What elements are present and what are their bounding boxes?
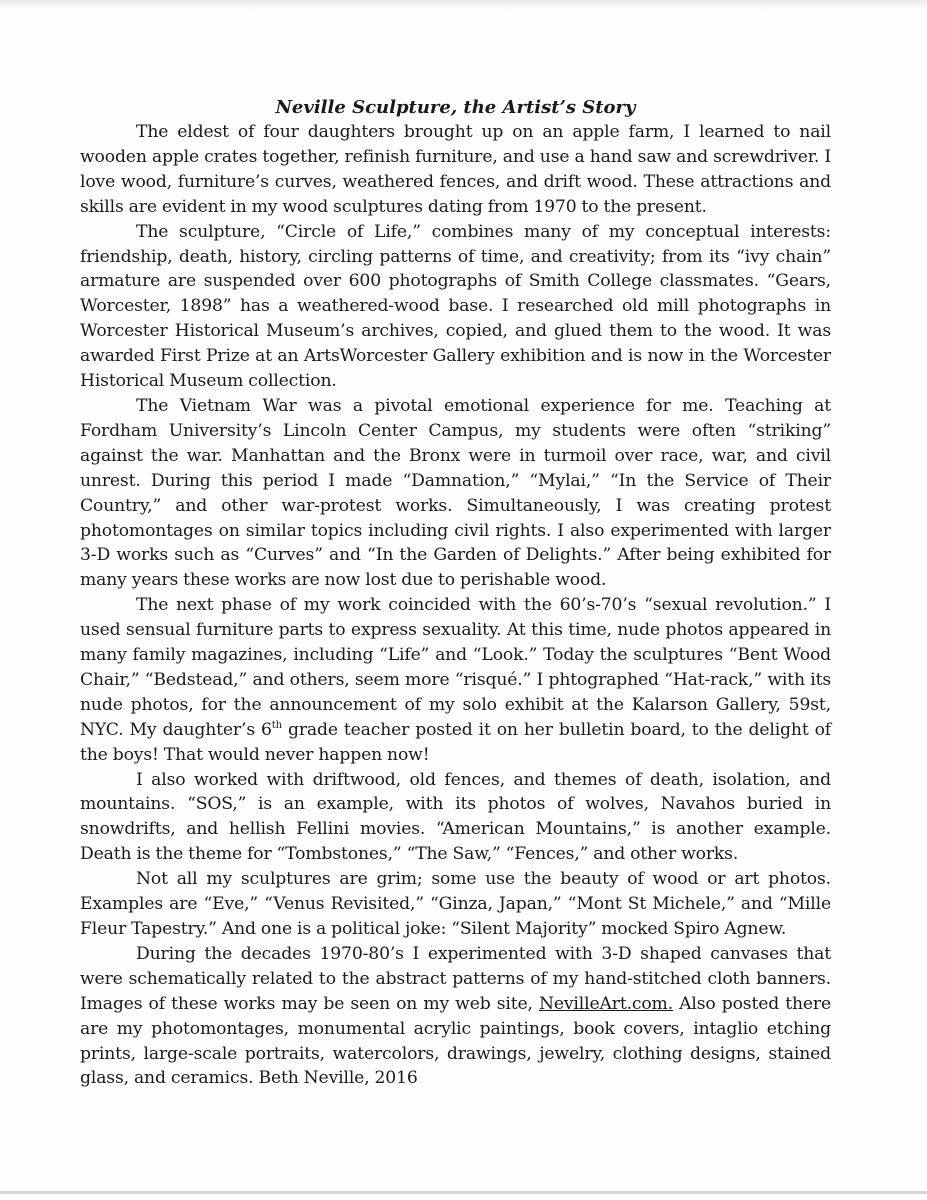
paragraph-sexual-revolution-text-start: The next phase of my work coincided with the 60’s-70’s “sexual revolution.” I used sensual furniture parts to express sexuality. At this time, nude photos appeared in many family magazines, including “Life” and “Look.” Today the sculptures “Bent Wood Chair,” “Bedstead,” and others, seem more “risqué.” I phtographed “Hat-rack,” with its nude photos, for the announcement of my solo exhibit at the Kalarson Gallery, 59st, NYC. My daughter’s 6: [80, 595, 831, 740]
document-body: [80, 95, 831, 1091]
paragraph-driftwood: I also worked with driftwood, old fences, and themes of death, isolation, and mountains. “SOS,” is an example, with its photos of wolves, Navahos buried in snowdrifts, and hellish Fellini movies. “American Mountains,” is another example. Death is the theme for “Tombstones,” “The Saw,” “Fences,” and other works.: [80, 769, 831, 865]
paragraph-sexual-revolution-text-end: grade teacher posted it on her bulletin board, to the delight of the boys! That would never happen now!: [80, 719, 831, 765]
ordinal-superscript: th: [271, 719, 282, 731]
paragraph-vietnam-war: The Vietnam War was a pivotal emotional experience for me. Teaching at Fordham University’s Lincoln Center Campus, my students were often “striking” against the war. Manhattan and the Bronx were in turmoil over race, war, and civil unrest. During this period I made “Damnation,” “Mylai,” “In the Service of Their Country,” and other war-protest works. Simultaneously, I was creating protest photomontages on similar topics including civil rights. I also experimented with larger 3-D works such as “Curves” and “In the Garden of Delights.” After being exhibited for many years these works are now lost due to perishable wood.: [80, 395, 831, 591]
paragraph-shaped-canvases-text-end: Also posted there are my photomontages, monumental acrylic paintings, book covers, intaglio etching prints, large-scale portraits, watercolors, drawings, jewelry, clothing designs, stained glass, and ceramics. Beth Neville, 2016: [80, 993, 831, 1089]
website-link[interactable]: NevilleArt.com.: [538, 993, 674, 1014]
paragraph-shaped-canvases-text-start: During the decades 1970-80’s I experimented with 3-D shaped canvases that were schematically related to the abstract patterns of my hand-stitched cloth banners. Images of these works may be seen on my web site,: [80, 943, 831, 1014]
document-title: Neville Sculpture, the Artist’s Story: [275, 97, 636, 118]
paragraph-not-all-grim: Not all my sculptures are grim; some use the beauty of wood or art photos. Examples are “Eve,” “Venus Revisited,” “Ginza, Japan,” “Mont St Michele,” and “Mille Fleur Tapestry.” And one is a political joke: “Silent Majority” mocked Spiro Agnew.: [80, 869, 831, 939]
paragraph-circle-of-life: The sculpture, “Circle of Life,” combines many of my conceptual interests: friendship, death, history, circling patterns of time, and creativity; from its “ivy chain” armature are suspended over 600 photographs of Smith College classmates. “Gears, Worcester, 1898” has a weathered-wood base. I researched old mill photographs in Worcester Historical Museum’s archives, copied, and glued them to the wood. It was awarded First Prize at an ArtsWorcester Gallery exhibition and is now in the Worcester Historical Museum collection.: [80, 221, 831, 392]
scan-top-shadow: [0, 0, 927, 10]
paragraph-apple-farm: The eldest of four daughters brought up on an apple farm, I learned to nail wooden apple crates together, refinish furniture, and use a hand saw and screwdriver. I love wood, furniture’s curves, weathered fences, and drift wood. These attractions and skills are evident in my wood sculptures dating from 1970 to the present.: [80, 122, 831, 217]
scan-bottom-edge: [0, 1191, 927, 1194]
paragraph-sexual-revolution: [80, 593, 831, 767]
paragraph-shaped-canvases: [80, 942, 831, 1091]
